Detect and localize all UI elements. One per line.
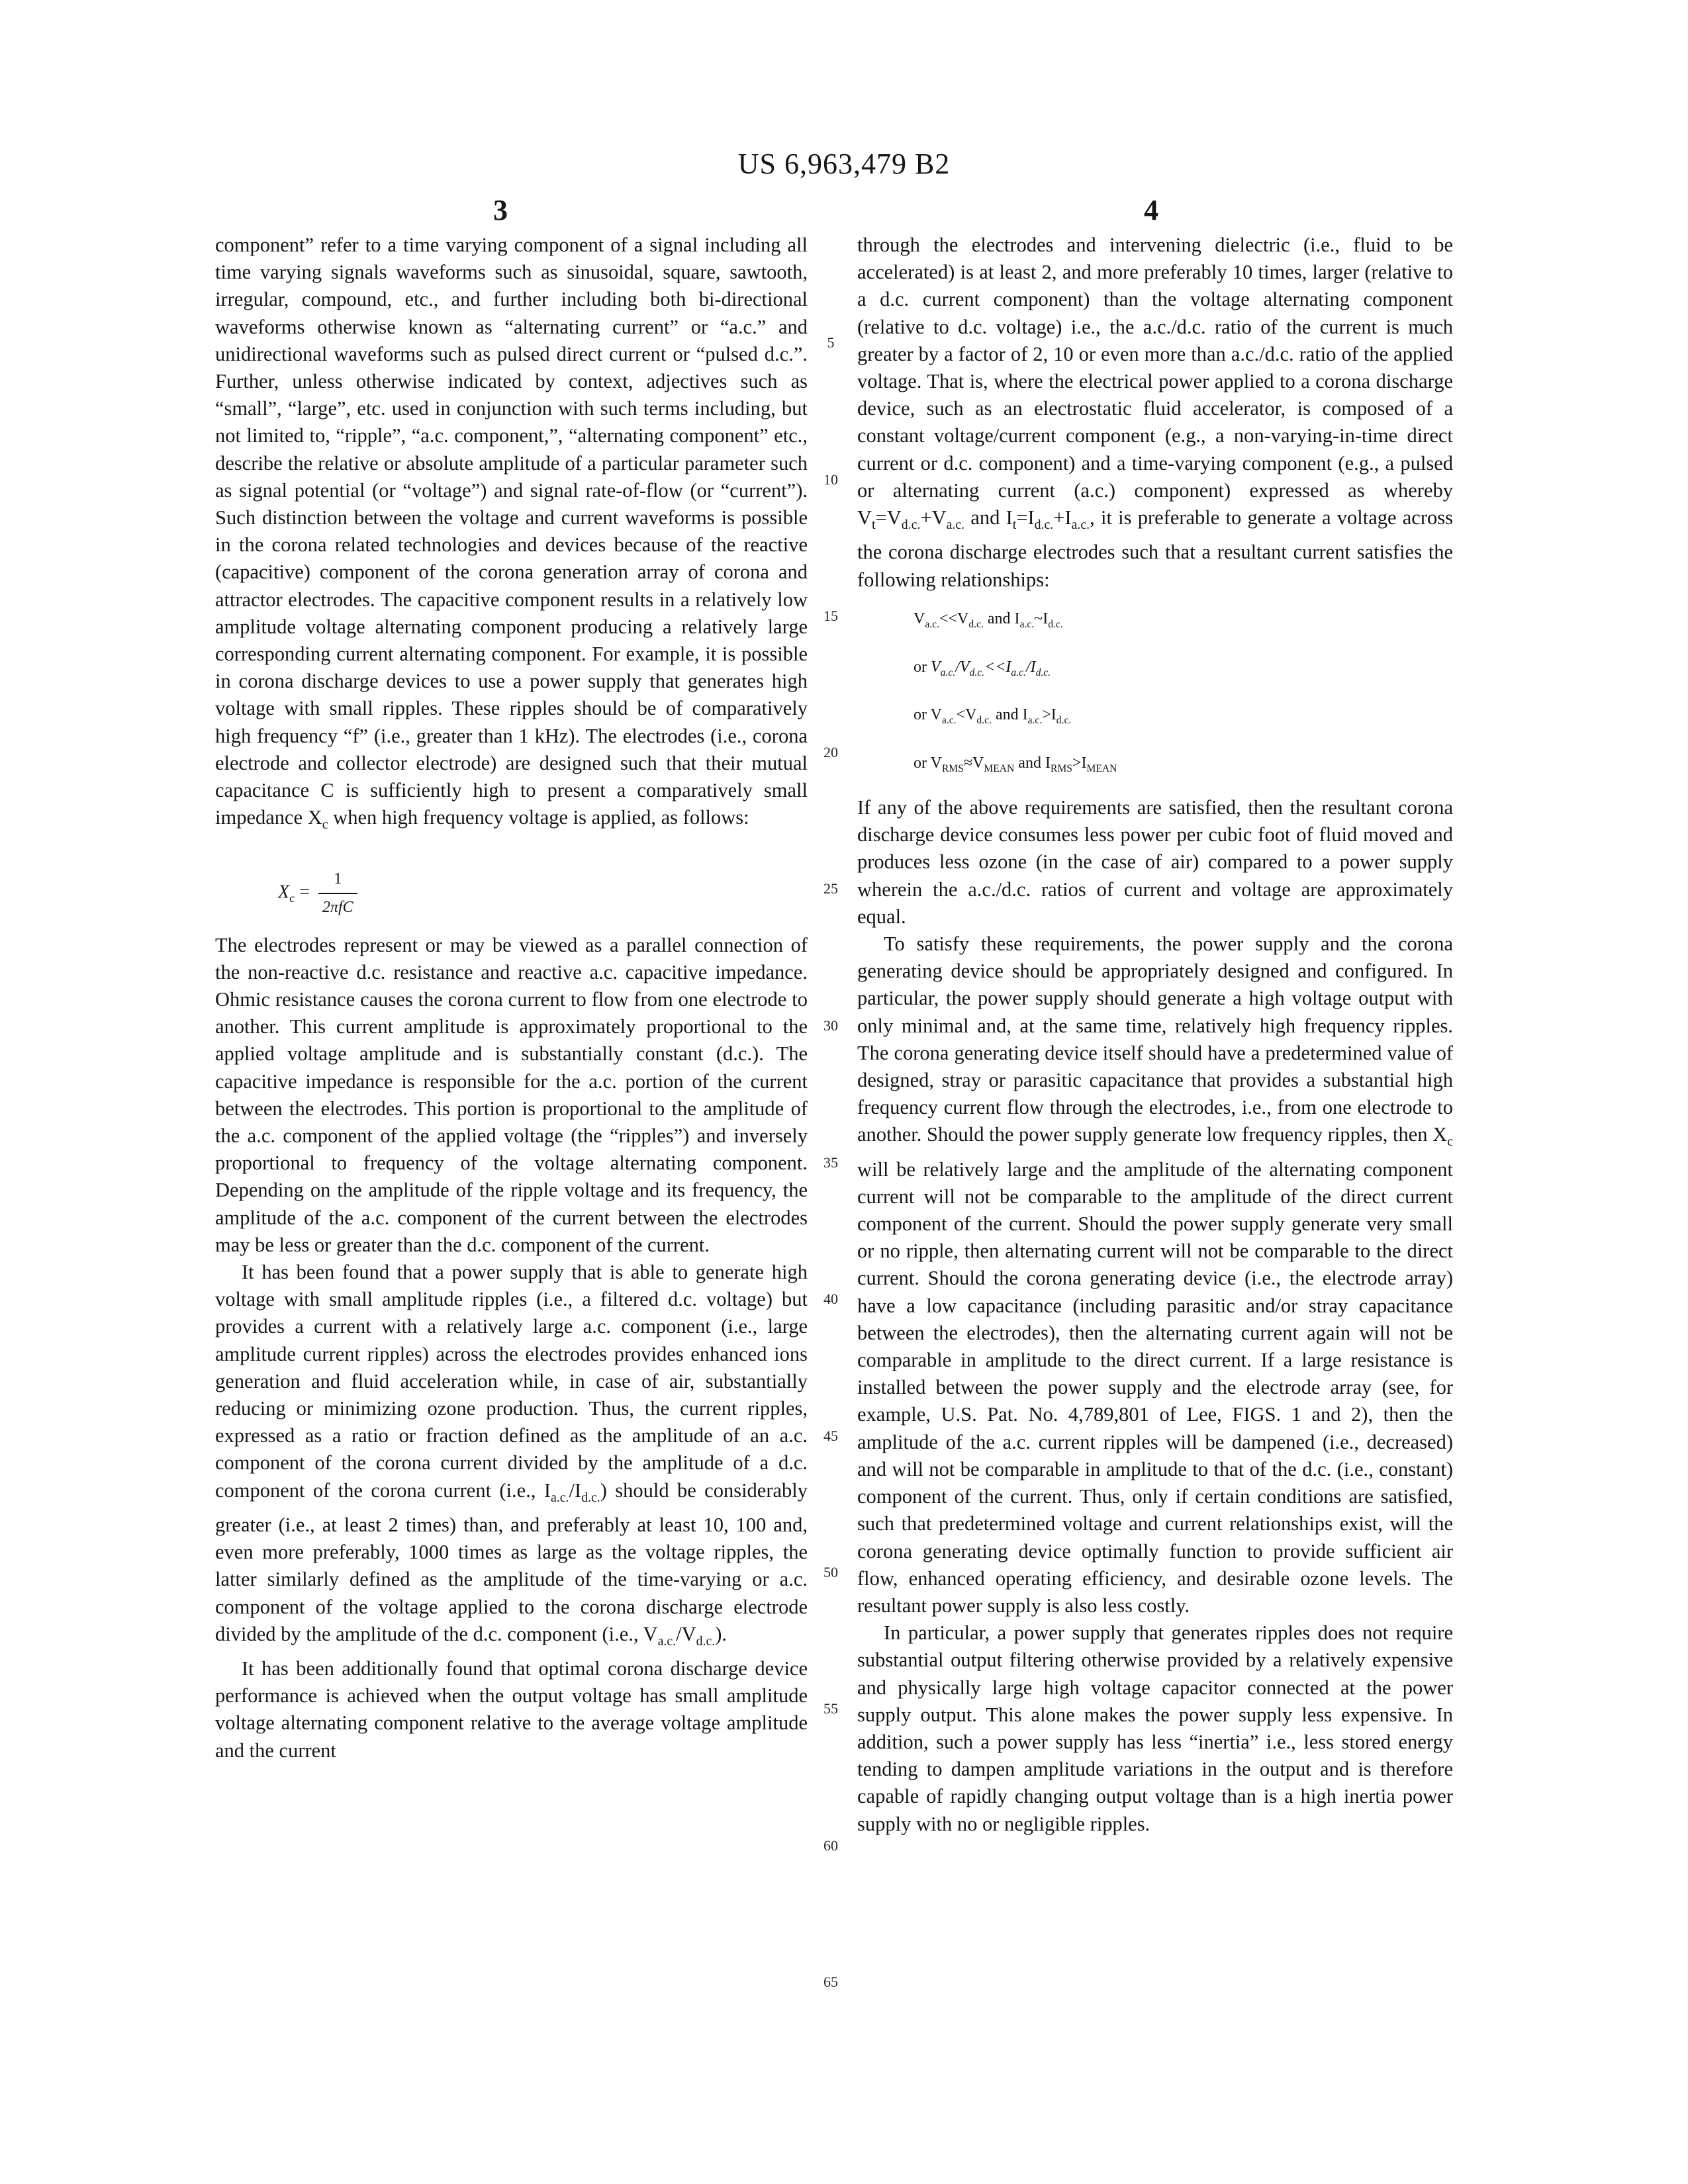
line-number: 25 [823, 880, 838, 897]
paragraph: It has been found that a power supply that is able to generate high voltage with small amplitude ripples (i.e., a filtered d.c. voltage) but provides a current with a relatively large a.c. component (i.e., large amplitude current ripples) across the electrodes provides enhanced ions generation and fluid acceleration while, in case of air, substantially reducing or minimizing ozone production. Thus, the current ripples, expressed as a ratio or fraction defined as the amplitude of an a.c. component of the corona current divided by the amplitude of a d.c. component of the corona current (i.e., $I_{a.c.}/I_{d.c.}$) should be considerably greater (i.e., at least 2 times) than, and preferably at least 10, 100 and, even more preferably, 1000 times as large as the voltage ripples, the latter similarly defined as the amplitude of the time-varying or a.c. component of the voltage applied to the corona discharge electrode divided by the amplitude of the d.c. component (i.e., $V_{a.c.}/V_{d.c.}$). [215, 1261, 808, 1649]
paragraph: In particular, a power supply that generates ripples does not require substantial output filtering otherwise provided by a relatively expensive and physically large high voltage capacitor connected at the power supply output. This alone makes the power supply less expensive. In addition, such a power supply has less “inertia” i.e., less stored energy tending to dampen amplitude variations in the output and is therefore capable of rapidly changing output voltage than is a high inertia power supply with no or negligible ripples. [857, 1621, 1453, 1835]
relationship-3: or $V_{a.c.}<V_{d.c.}$ and $I_{a.c.}>I_{d.c.}$ [914, 706, 1072, 727]
line-number: 30 [823, 1017, 838, 1034]
line-number: 5 [827, 334, 835, 351]
capacitive-impedance-equation: $X_c$ = $\frac{1}{\text{2πfC}}$ [215, 839, 808, 932]
line-number: 35 [823, 1154, 838, 1171]
line-number: 10 [823, 471, 838, 488]
relationship-4: or $V_{RMS}\approx V_{MEAN}$ and $I_{RMS}>I_{MEAN}$ [914, 754, 1117, 774]
relationship-2: or $V_{a.c.}/V_{d.c.}<<I_{a.c.}/I_{d.c.}$ [914, 658, 1051, 678]
line-number: 45 [823, 1428, 838, 1444]
line-number: 50 [823, 1564, 838, 1580]
line-number: 20 [823, 744, 838, 760]
paragraph: component” refer to a time varying component of a signal including all time varying signals waveforms such as sinusoidal, square, sawtooth, irregular, compound, etc., and further including both bi-directional waveforms otherwise known as “alternating current” or “a.c.” and unidirectional waveforms such as pulsed direct current or “pulsed d.c.”. Further, unless otherwise indicated by context, adjectives such as “small”, “large”, etc. used in conjunction with such terms including, but not limited to, “ripple”, “a.c. component,”, “alternating component” etc., describe the relative or absolute amplitude of a particular parameter such as signal potential (or “voltage”) and signal rate-of-flow (or “current”). Such distinction between the voltage and current waveforms is possible in the corona related technologies and devices because of the reactive (capacitive) component of the corona generation array of corona and attractor electrodes. The capacitive component results in a relatively low amplitude voltage alternating component producing a relatively large corresponding current alternating component. For example, it is possible in corona discharge devices to use a power supply that generates high voltage with small ripples. These ripples should be of comparatively high frequency “f” (i.e., greater than 1 kHz). The electrodes (i.e., corona electrode and collector electrode) are designed such that their mutual capacitance C is sufficiently high to present a comparatively small impedance $X_c$ when high frequency voltage is applied, as follows: [215, 234, 808, 833]
line-number: 55 [823, 1700, 838, 1717]
line-number: 60 [823, 1837, 838, 1854]
paragraph: through the electrodes and intervening dielectric (i.e., fluid to be accelerated) is at least 2, and more preferably 10 times, larger (relative to a d.c. current component) than the voltage alternating component (relative to d.c. voltage) i.e., the a.c./d.c. ratio of the current is much greater by a factor of 2, 10 or even more than a.c./d.c. ratio of the applied voltage. That is, where the electrical power applied to a corona discharge device, such as an electrostatic fluid accelerator, is composed of a constant voltage/current component (e.g., a non-varying-in-time direct current or d.c. component) and a time-varying component (e.g., a pulsed or alternating current (a.c.) component) expressed as whereby $V_t=V_{d.c.}+V_{a.c.}$ and $I_t=I_{d.c.}+I_{a.c.}$, it is preferable to generate a voltage across the corona discharge electrodes such that a resultant current satisfies the following relationships: [857, 234, 1453, 591]
line-number: 40 [823, 1291, 838, 1307]
paragraph: The electrodes represent or may be viewed as a parallel connection of the non-reactive d.c. resistance and reactive a.c. capacitive impedance. Ohmic resistance causes the corona current to flow from one electrode to another. This current amplitude is approximately proportional to the applied voltage amplitude and is substantially constant (d.c.). The capacitive impedance is responsible for the a.c. portion of the current between the electrodes. This portion is proportional to the amplitude of the a.c. component of the applied voltage (the “ripples”) and inversely proportional to frequency of the voltage alternating component. Depending on the amplitude of the ripple voltage and its frequency, the amplitude of the a.c. component of the current between the electrodes may be less or greater than the d.c. component of the current. [215, 933, 808, 1256]
line-number: 65 [823, 1974, 838, 1990]
right-column [857, 232, 1453, 1838]
line-number: 15 [823, 608, 838, 624]
left-page-number: 3 [493, 194, 508, 226]
relationship-1: $V_{a.c.}<<V_{d.c.}$ and $I_{a.c.}\sim I_{d.c.}$ [914, 610, 1063, 630]
paragraph: To satisfy these requirements, the power supply and the corona generating device should be appropriately designed and configured. In particular, the power supply should generate a high voltage output with only minimal and, at the same time, relatively high frequency ripples. The corona generating device itself should have a predetermined value of designed, stray or parasitic capacitance that provides a substantial high frequency current flow through the electrodes, i.e., from one electrode to another. Should the power supply generate low frequency ripples, then $X_c$ will be relatively large and the amplitude of the alternating component current will not be comparable to the amplitude of the direct current component of the current. Should the power supply generate very small or no ripple, then alternating current will not be comparable to the direct current. Should the corona generating device (i.e., the electrode array) have a low capacitance (including parasitic and/or stray capacitance between the electrodes), then the alternating current again will not be comparable in amplitude to the direct current. If a large resistance is installed between the power supply and the electrode array (see, for example, U.S. Pat. No. 4,789,801 of Lee, FIGS. 1 and 2), then the amplitude of the a.c. current ripples will be dampened (i.e., decreased) and will not be comparable in amplitude to that of the d.c. (i.e., constant) component of the current. Thus, only if certain conditions are satisfied, such that predetermined voltage and current relationships exist, will the corona generating device optimally function to provide sufficient air flow, enhanced operating efficiency, and desirable ozone levels. The resultant power supply is also less costly. [857, 932, 1453, 1617]
patent-number: US 6,963,479 B2 [737, 148, 951, 180]
left-column [215, 232, 808, 1764]
right-page-number: 4 [1144, 194, 1158, 226]
paragraph: If any of the above requirements are satisfied, then the resultant corona discharge device consumes less power per cubic foot of fluid moved and produces less ozone (in the case of air) compared to a power supply wherein the a.c./d.c. ratios of current and voltage are approximately equal. [857, 796, 1453, 928]
paragraph: It has been additionally found that optimal corona discharge device performance is achieved when the output voltage has small amplitude voltage alternating component relative to the average voltage amplitude and the current [215, 1657, 808, 1762]
